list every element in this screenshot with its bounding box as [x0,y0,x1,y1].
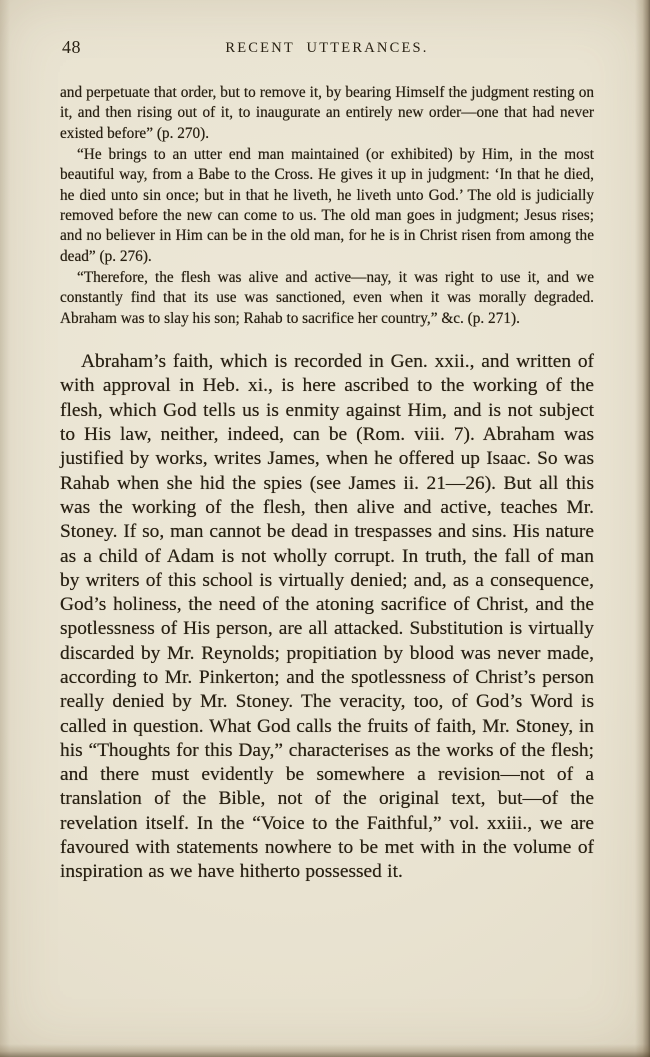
page-header [60,37,594,59]
page-number: 48 [62,37,81,57]
quoted-passage-2: “He brings to an utter end man maintained (or exhibited) by Him, in the most beautiful way, from a Babe to the Cross. He gives it up in judgment: ‘In that he died, he died unto sin once; but in that he liveth, he liveth unto God.’ The old is judicially removed before the new can come to us. The old man goes in judgment; Jesus rises; and no believer in Him can be in the old man, for he is in Christ risen from among the dead” (p. 276). [60,146,594,265]
page-edge-shadow-bottom [0,1044,650,1057]
page-edge-shadow-right [635,0,650,1057]
quoted-passage-3: “Therefore, the flesh was alive and active—nay, it was right to use it, and we constantly find that its use was sanctioned, even when it was morally degraded. Abraham was to slay his son; Rahab to sacrifice her country,” &c. (p. 271). [60,269,594,327]
page-edge-shadow-left [0,0,10,1057]
body-paragraph: Abraham’s faith, which is recorded in Gen. xxii., and written of with approval in Heb. xi., is here ascribed to the working of the flesh, which God tells us is enmity against Him, and is not subject to His law, neither, indeed, can be (Rom. viii. 7). Abraham was justified by works, writes James, when he offered up Isaac. So was Rahab when she hid the spies (see James ii. 21—26). But all this was the working of the flesh, then alive and active, teaches Mr. Stoney. If so, man cannot be dead in trespasses and sins. His nature as a child of Adam is not wholly corrupt. In truth, the fall of man by writers of this school is virtually denied; and, as a consequence, God’s holiness, the need of the atoning sacrifice of Christ, and the spotlessness of His person, are all attacked. Substitution is virtually discarded by Mr. Reynolds; propitiation by blood was never made, according to Mr. Pinkerton; and the spotlessness of Christ’s person really denied by Mr. Stoney. The veracity, too, of God’s Word is called in question. What God calls the fruits of faith, Mr. Stoney, in his “Thoughts for this Day,” characterises as the works of the flesh; and there must evidently be somewhere a revision—not of a translation of the Bible, not of the original text, but—of the revelation itself. In the “Voice to the Faithful,” vol. xxiii., we are favoured with statements nowhere to be met with in the volume of inspiration as we have hitherto possessed it. [60,351,594,883]
running-title: RECENT UTTERANCES. [225,40,429,56]
quoted-passage-1: and perpetuate that order, but to remove it, by bearing Himself the judgment resting on it, and then rising out of it, to inaugurate an entirely new order—one that had never existed before” (p. 270). [60,84,594,142]
page-content [60,83,594,885]
